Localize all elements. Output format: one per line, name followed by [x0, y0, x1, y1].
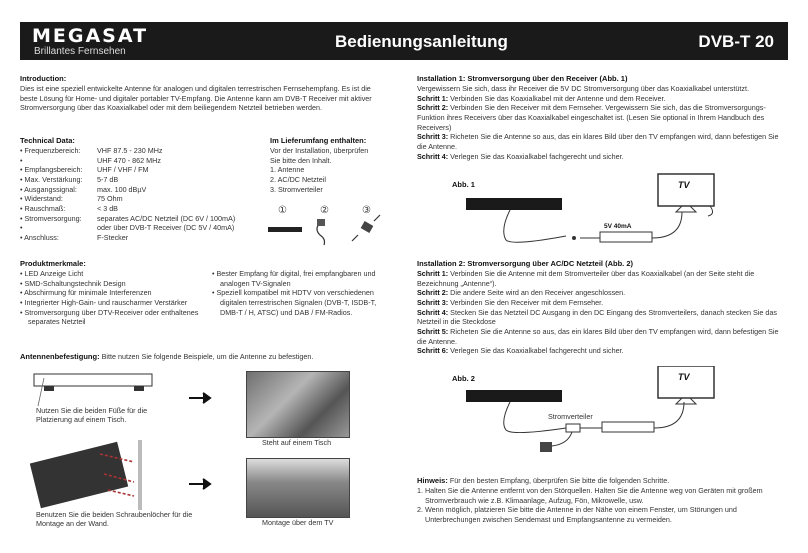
tv-label: TV	[678, 180, 690, 190]
spec-row: • Anschluss: F-Stecker	[20, 233, 265, 243]
inst1-intro: Vergewissern Sie sich, dass ihr Receiver die 5V DC Stromversorgung über das Koaxialkabel unterstützt.	[417, 84, 749, 94]
feature-item: • Stromversorgung über DTV-Receiver oder enthaltenes separates Netzteil	[20, 308, 210, 327]
inst1-heading: Installation 1: Stromversorgung über den Receiver (Abb. 1)	[417, 74, 628, 83]
number-one-icon: ①	[278, 205, 287, 216]
spec-row: • UHF 470 - 862 MHz	[20, 156, 265, 166]
intro-text: Dies ist eine speziell entwickelte Antenne für analogen und digitalen terrestrischen Fernsehempfang. Es ist die beste Lösung für Home- und digitaler portabler TV-Empfang. Die Antenne kann am DVB-T Receiver mit aktiver Stromversorgung über das Koaxialkabel oder mit dem beiliegendem Netzteil betrieben werden.	[20, 84, 372, 113]
caption-wall: Benutzen Sie die beiden Schraubenlöcher für die Montage an der Wand.	[36, 510, 193, 529]
number-three-icon: ③	[362, 205, 371, 216]
features-section	[20, 259, 210, 327]
inst1-step: Schritt 2: Verbinden Sie den Receiver mit dem Fernseher. Vergewissern Sie sich, das die Stromversorgungs-Funktion ihres Receivers über das Koaxialkabel eingeschaltet ist. (Lesen Sie optional in Ihrem Handbuch des Receivers)	[417, 103, 766, 132]
scope-section	[270, 136, 395, 194]
scope-item: 2. AC/DC Netzteil	[270, 174, 326, 184]
figure-2	[420, 366, 750, 460]
tech-section	[20, 136, 265, 242]
mount-intro	[20, 352, 390, 362]
installation-1	[417, 74, 789, 161]
tv-icon	[658, 174, 714, 206]
scope-text: Sie bitte den Inhalt.	[270, 155, 332, 165]
photo-table-mount	[246, 371, 350, 438]
caption-table: Steht auf einem Tisch	[262, 438, 332, 447]
caption-tv: Montage über dem TV	[262, 518, 334, 527]
power-label: 5V 40mA	[604, 223, 632, 230]
inst1-step: Schritt 3: Richeten Sie die Antenne so aus, das ein klares Bild über den TV empfangen wird, dann befestigen Sie die Antenne.	[417, 132, 779, 151]
figure-1-label: Abb. 1	[452, 180, 475, 189]
mount-text: Bitte nutzen Sie folgende Beispiele, um die Antenne zu befestigen.	[99, 352, 314, 361]
scope-item: 3. Stromverteiler	[270, 184, 323, 194]
scope-illustration	[262, 205, 392, 247]
splitter-label: Stromverteiler	[548, 412, 593, 421]
splitter-icon	[566, 424, 580, 432]
inst2-step: Schritt 6: Verlegen Sie das Koaxialkabel fachgerecht und sicher.	[417, 346, 624, 356]
intro-heading: Introduction:	[20, 74, 67, 83]
brand-slogan: Brillantes Fernsehen	[34, 46, 126, 57]
spec-row: • Empfangsbereich: UHF / VHF / FM	[20, 165, 265, 175]
brand-logo: MEGASAT	[32, 25, 149, 47]
antenna-icon	[466, 198, 562, 210]
hint-heading: Hinweis:	[417, 476, 448, 485]
features-right	[212, 269, 392, 317]
power-adapter-icon	[540, 442, 552, 452]
photo-tv-mount	[246, 458, 350, 518]
connector-icon	[572, 236, 576, 240]
features-heading: Produktmerkmale:	[20, 259, 86, 268]
number-two-icon: ②	[320, 205, 329, 216]
receiver-icon	[602, 422, 654, 432]
intro-section	[20, 74, 390, 113]
feature-item: • Speziell kompatibel mit HDTV von verschiedenen digitalen terrestrischen Signalen (DVB-T, ISDB-T, DMB-T / H, ATSC) und DAB / FM-Radios.	[212, 288, 392, 317]
tv-icon	[658, 366, 714, 398]
feature-item: • Bester Empfang für digital, frei empfangbaren und analogen TV-Signalen	[212, 269, 392, 288]
scope-text: Vor der Installation, überprüfen	[270, 146, 369, 156]
page-title: Bedienungsanleitung	[335, 32, 508, 51]
scope-heading: Im Lieferumfang enthalten:	[270, 136, 367, 145]
scope-item: 1. Antenne	[270, 165, 305, 175]
hint-item: 2. Wenn möglich, platzieren Sie bitte die Antenne in der Nähe von einem Fenster, um Störungen und Unterbrechungen zwischen Sendemast und Empfangsantenne zu vermeiden.	[417, 505, 737, 524]
inst1-step: Schritt 4: Verlegen Sie das Koaxialkabel fachgerecht und sicher.	[417, 151, 624, 161]
model-name: DVB-T 20	[698, 32, 774, 51]
installation-2	[417, 259, 789, 356]
antenna-feet-illustration	[30, 368, 160, 408]
wall-mount-illustration	[30, 440, 150, 510]
inst2-step: Schritt 2: Die andere Seite wird an den Receiver angeschlossen.	[417, 288, 626, 298]
feature-item: • Integrierter High-Gain- und rauscharmer Verstärker	[20, 298, 210, 308]
spec-row: • Widerstand: 75 Ohm	[20, 194, 265, 204]
arrow-right-icon	[187, 478, 215, 490]
figure-1	[420, 170, 750, 250]
mount-heading: Antennenbefestigung:	[20, 352, 100, 361]
spec-row: • Stromversorgung: separates AC/DC Netzteil (DC 6V / 100mA)	[20, 214, 265, 224]
spec-row: • Frequenzbereich: VHF 87.5 - 230 MHz	[20, 146, 265, 156]
caption-feet: Nutzen Sie die beiden Füße für die Platzierung auf einem Tisch.	[36, 406, 148, 425]
inst2-step: Schritt 1: Verbinden Sie die Antenne mit dem Stromverteiler über das Koaxialkabel (an der Seite steht die Bezeichnung „Antenne“).	[417, 269, 755, 288]
figure-2-label: Abb. 2	[452, 374, 475, 383]
arrow-right-icon	[187, 392, 215, 404]
feature-item: • SMD-Schaltungstechnik Design	[20, 279, 210, 289]
accessories-icon	[262, 205, 392, 247]
spec-row: • oder über DVB-T Receiver (DC 5V / 40mA)	[20, 223, 265, 233]
feature-item: • LED Anzeige Licht	[20, 269, 210, 279]
inst2-step: Schritt 5: Richeten Sie die Antenne so aus, das ein klares Bild über den TV empfangen wird, dann befestigen Sie die Antenne.	[417, 326, 779, 346]
hint-text: Für den besten Empfang, überprüfen Sie bitte die folgenden Schritte.	[447, 476, 670, 485]
inst2-step: Schritt 4: Stecken Sie das Netzteil DC Ausgang in den DC Eingang des Stromverteilers, danach stecken Sie das Netzteil in die Steckdose	[417, 307, 777, 327]
inst2-step: Schritt 3: Verbinden Sie den Receiver mit dem Fernseher.	[417, 297, 604, 307]
antenna-icon	[466, 390, 562, 402]
receiver-icon	[600, 232, 652, 242]
hint-section	[417, 476, 789, 525]
inst1-step: Schritt 1: Verbinden Sie das Koaxialkabel mit der Antenne und dem Receiver.	[417, 93, 666, 103]
feature-item: • Abschirmung für minimale Interferenzen	[20, 288, 210, 298]
tv-label: TV	[678, 372, 690, 382]
spec-row: • Ausgangssignal: max. 100 dBµV	[20, 185, 265, 195]
header-bar	[20, 22, 788, 60]
inst2-heading: Installation 2: Stromversorgung über AC/DC Netzteil (Abb. 2)	[417, 259, 633, 268]
hint-item: 1. Halten Sie die Antenne entfernt von den Störquellen. Halten Sie die Antenne weg von Geräten mit großem Stromverbrauch wie z.B. Klimaanlage, Aufzug, Fön, Mikrowelle, usw.	[417, 486, 763, 505]
spec-row: • Rauschmaß: < 3 dB	[20, 204, 265, 214]
spec-row: • Max. Verstärkung: 5-7 dB	[20, 175, 265, 185]
tech-heading: Technical Data:	[20, 136, 75, 145]
